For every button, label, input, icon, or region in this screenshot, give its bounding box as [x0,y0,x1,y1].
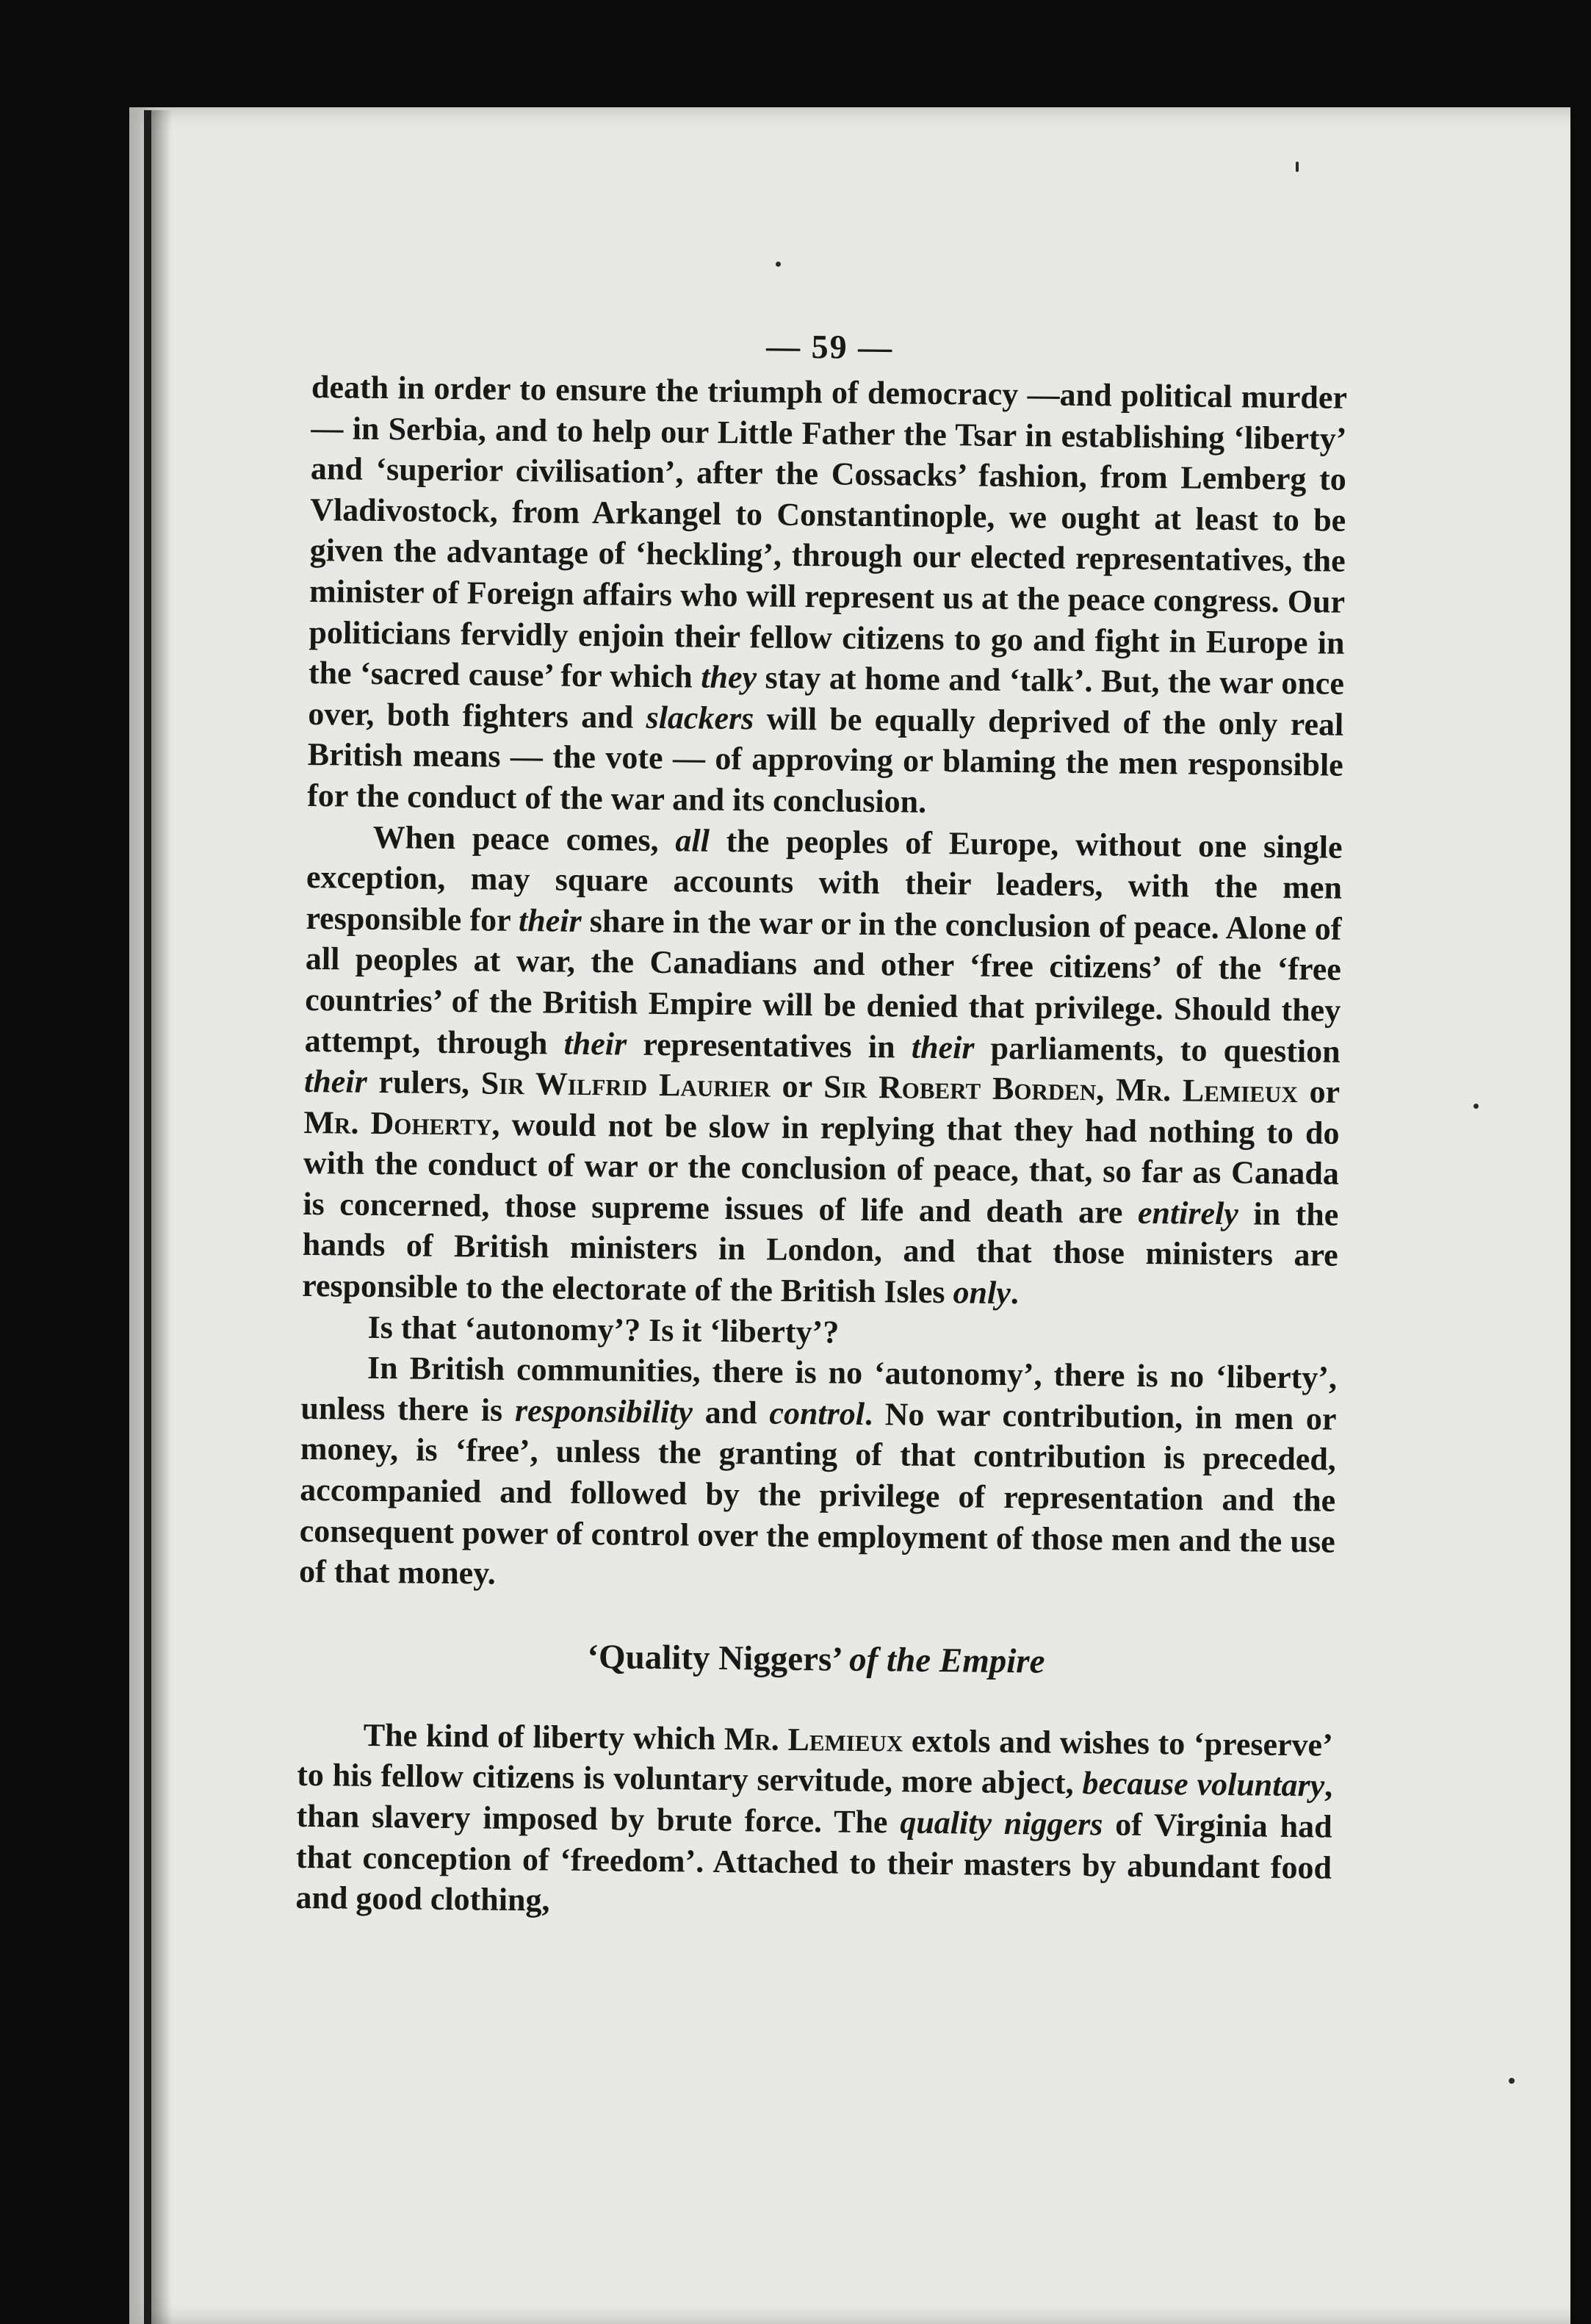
text-run-italic: entirely [1137,1194,1239,1232]
paragraph [295,1714,1333,1929]
right-border [1570,107,1591,2324]
text-run: stay at home and ‘talk’. But, the war once over, both fighters and [308,659,1345,735]
text-run-smallcaps: Mr. Lemieux [724,1720,903,1759]
text-run-smallcaps: Sir Wilfrid Laurier [480,1065,771,1104]
text-run-italic: they [701,658,757,696]
text-run: . [1010,1275,1020,1312]
text-run: In British communities, there is no ‘autonomy’, there is no ‘liberty’, unless there is [300,1350,1338,1428]
text-run-italic: their [518,902,582,939]
text-run-italic: their [563,1025,627,1062]
text-run: death in order to ensure the triumph of democracy —and political murder— in Serbia, and to help our Little Father the Tsar in establishing ‘liberty’ and ‘superior civilisation’, after the Cossacks’ fashion, from Lemberg to Vladivostock, from Arkangel to Constantinople, we ought at least to be given the advantage of ‘heckling’, through our elected representatives, the minister of Foreign affairs who will represent us at the peace congress. Our politicians fervidly enjoin their fellow citizens to go and fight in Europe in the ‘sacred cause’ for which [308,368,1348,695]
document-body [295,320,1348,1929]
text-run-smallcaps: Mr. Doherty [303,1104,492,1143]
binding-edge [144,110,151,2324]
text-run: rulers, [367,1063,482,1101]
text-run-italic: because voluntary [1082,1765,1325,1804]
text-run: parliaments, to question [974,1029,1341,1070]
text-run: or [770,1068,824,1105]
text-run: and [692,1394,770,1431]
text-run-italic: quality niggers [900,1804,1103,1843]
text-run: of Virginia had that conception of ‘freedom’. Attached to their masters by abundant food and good clothing, [295,1806,1332,1918]
paragraph [307,367,1347,827]
dust-speck [1473,1104,1479,1109]
page-number: — 59 — [765,327,894,367]
text-run: or [1297,1073,1341,1110]
text-run-smallcaps: Sir Robert Borden [823,1068,1097,1108]
dust-speck [1296,162,1299,172]
paragraph [302,816,1343,1317]
text-run-italic: all [675,821,710,859]
dust-speck [776,262,781,267]
text-run: Is that ‘autonomy’? Is it ‘liberty’? [367,1309,840,1350]
text-run-italic: only [953,1274,1011,1312]
paragraph [299,1347,1337,1602]
text-run: share in the war or in the conclusion of peace. Alone of all peoples at war, the Canadians and other ‘free citizens’ of the ‘free countries’ of the British Empire will be denied that privilege. Should they attempt, through [304,902,1342,1062]
body-text-top [299,367,1347,1602]
text-run-italic: their [911,1029,975,1065]
dust-speck [1509,2078,1515,2084]
text-run-italic: responsibility [514,1392,693,1431]
text-run: extols and wishes to ‘preserve’ to his fellow citizens is voluntary servitude, more abject, [296,1722,1334,1802]
text-run: in the hands of British ministers in London, and that those ministers are responsible to the electorate of the British Isles [301,1195,1339,1311]
text-run: , would not be slow in replying that they had nothing to do with the conduct of war or the conclusion of peace, that, so far as Canada is concerned, those supreme issues of life and death are [303,1106,1340,1231]
text-run-italic: slackers [646,699,754,737]
text-run-smallcaps: Mr. Lemieux [1115,1071,1298,1110]
text-run-italic: control [769,1395,865,1432]
heading-roman: ‘Quality Niggers’ [587,1637,841,1679]
text-run: representatives in [626,1026,912,1065]
body-text-bottom [295,1714,1333,1929]
text-run: . No war contribution, in men or money, is ‘free’, unless the granting of that contribution is preceded, accompanied and followed by the privilege of representation and the consequent power of control over the employment of those men and the use of that money. [298,1395,1337,1591]
text-run: When peace comes, [372,819,676,858]
heading-italic: of the Empire [848,1640,1045,1681]
text-run: The kind of liberty which [363,1716,725,1757]
text-run: will be equally deprived of the only real British means — the vote — of approving or blaming the men responsible for the conduct of the war and its conclusion. [306,700,1344,820]
text-run-italic: their [303,1063,367,1100]
section-heading [298,1632,1335,1687]
text-run: , [1096,1071,1116,1108]
text-run: the peoples of Europe, without one single exception, may square accounts with their leaders, with the men responsible for [306,822,1343,938]
text-run: , than slavery imposed by brute force. The [296,1767,1333,1841]
binding-shadow [151,110,172,2324]
